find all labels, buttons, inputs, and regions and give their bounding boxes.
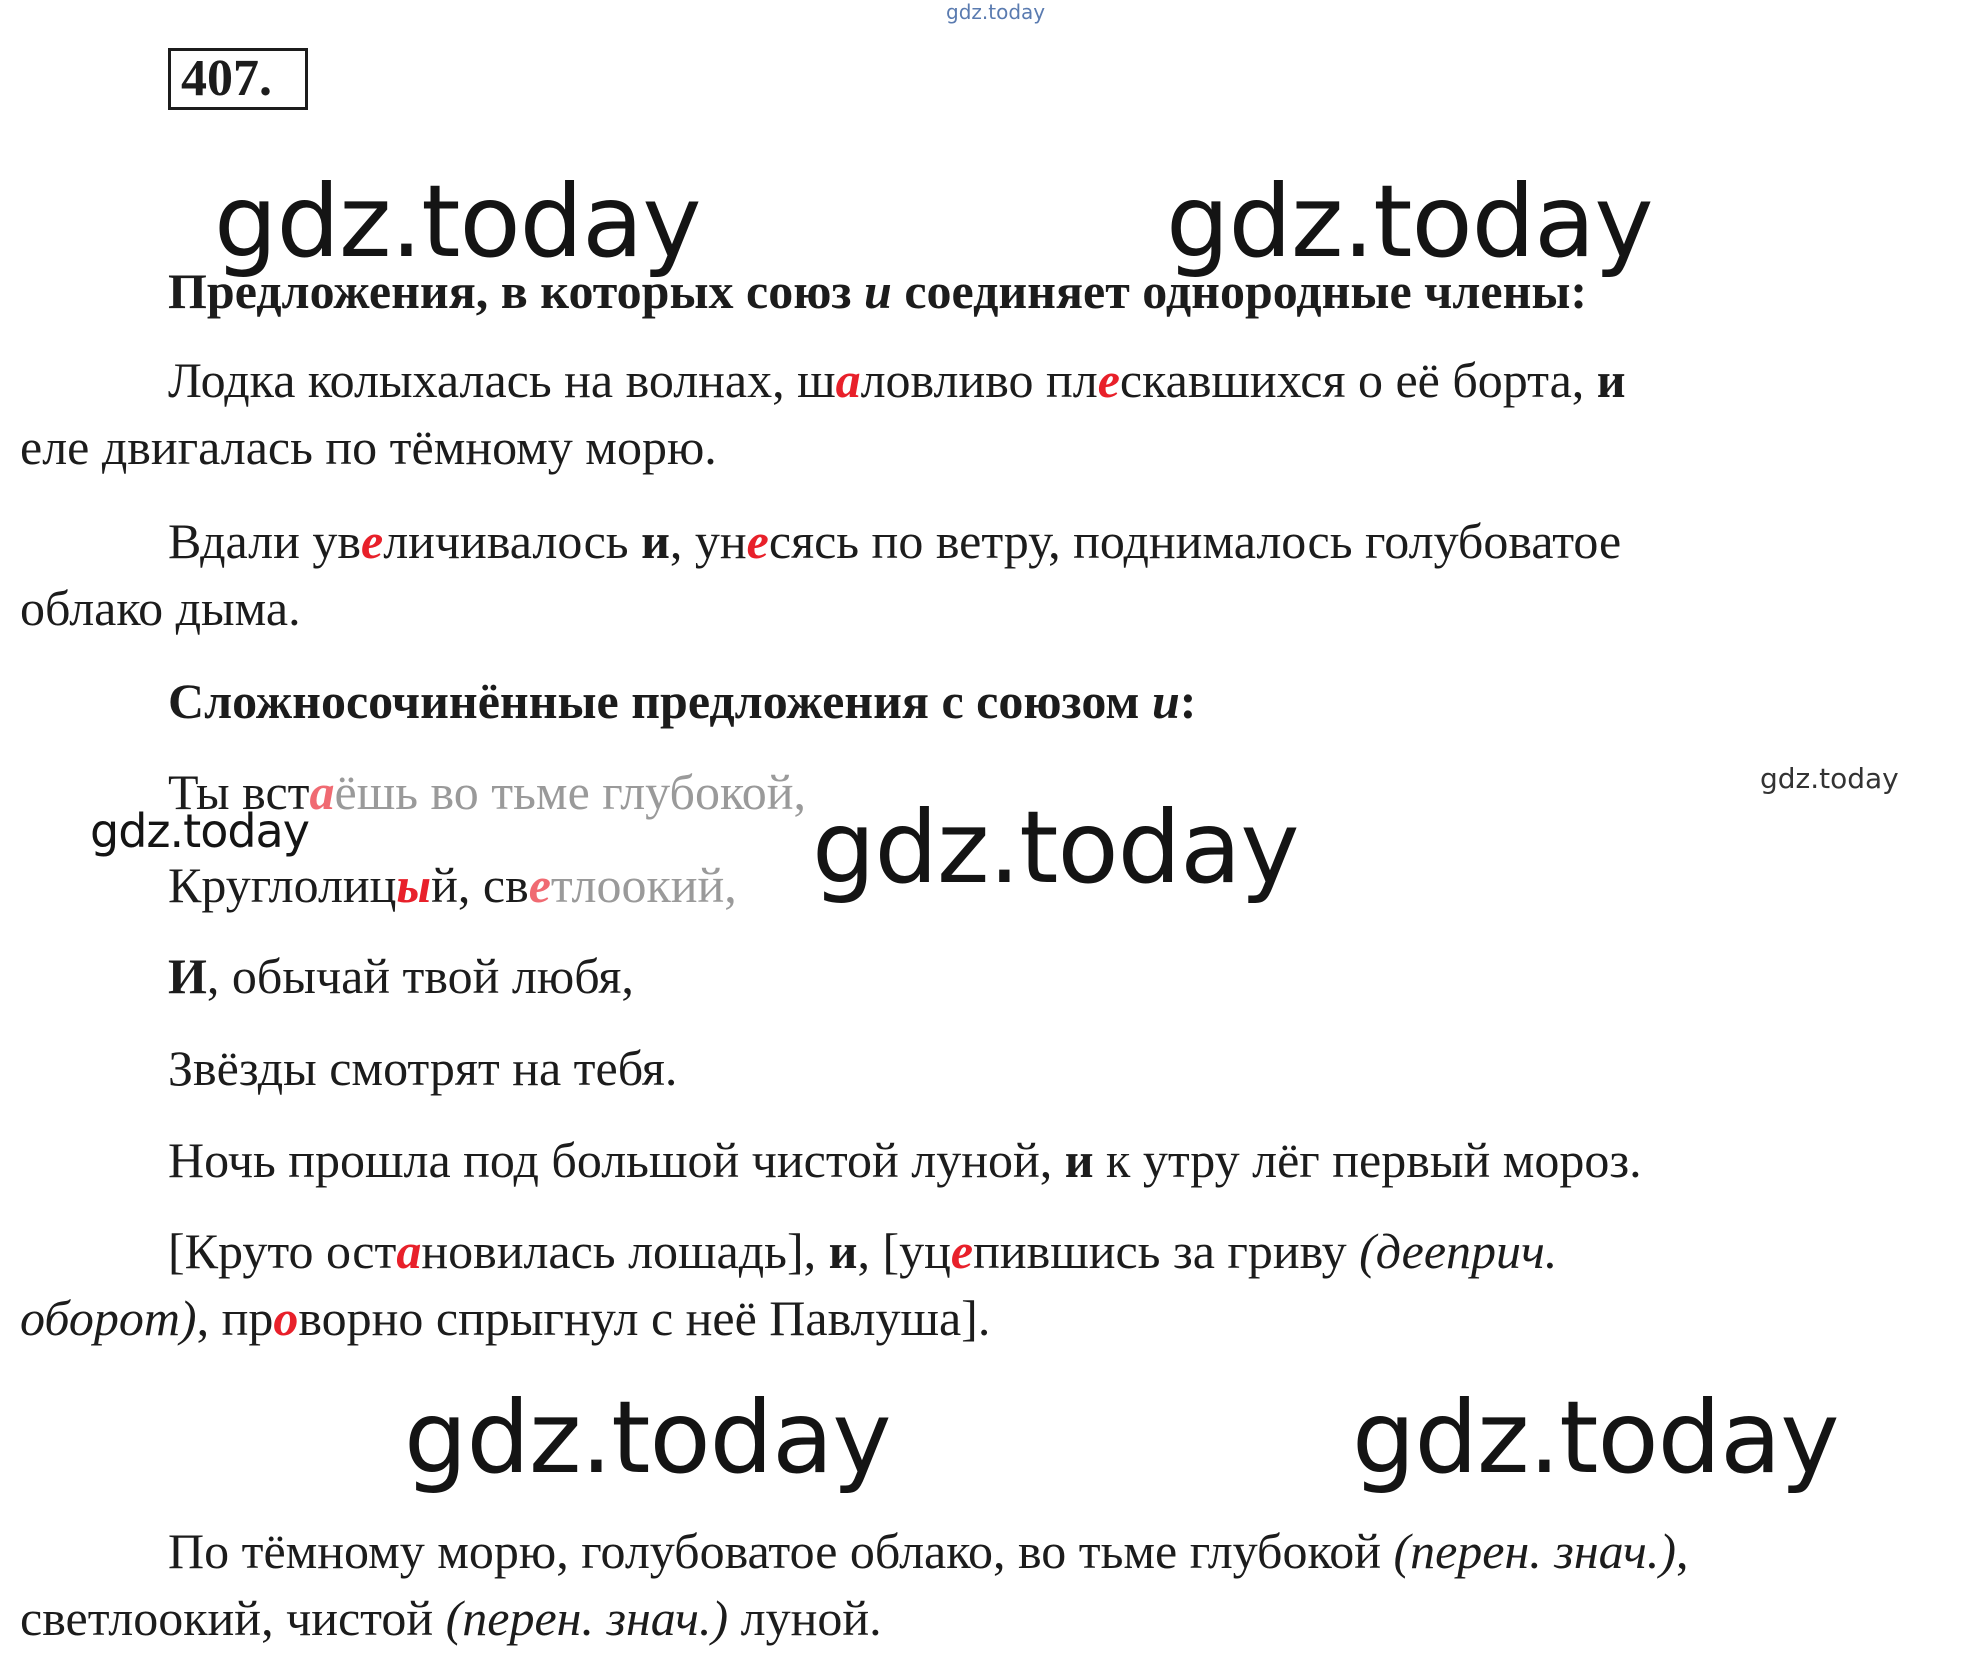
- annotation: оборот): [20, 1290, 197, 1346]
- watermark-top: gdz.today: [946, 0, 1046, 24]
- poem-line-1: [168, 759, 806, 825]
- annotation: (перен. знач.): [1393, 1523, 1676, 1579]
- text: личивалось: [383, 513, 642, 569]
- text: й, св: [431, 857, 529, 913]
- text: Ночь прошла под большой чистой луной,: [168, 1132, 1065, 1188]
- heading-text: :: [1179, 673, 1197, 729]
- heading-text: соединяет однородные члены:: [891, 263, 1588, 319]
- text: , [уц: [857, 1223, 951, 1279]
- poem-line-4: Звёзды смотрят на тебя.: [168, 1040, 678, 1096]
- sentence-1-line-1: [168, 347, 1626, 413]
- text: ,: [1675, 1523, 1689, 1579]
- watermark: gdz.today: [1352, 1379, 1839, 1496]
- annotation: (дееприч.: [1359, 1223, 1558, 1279]
- sentence-4-line-1: [168, 1218, 1557, 1284]
- text: [Круто ост: [168, 1223, 397, 1279]
- highlighted-letter: ы: [396, 857, 432, 913]
- text: тлоокий,: [550, 857, 737, 913]
- text: , ун: [669, 513, 747, 569]
- heading-text: Сложносочинённые предложения с союзом: [168, 673, 1152, 729]
- heading-conjunction: и: [1151, 673, 1180, 729]
- text: Круглолиц: [168, 857, 397, 913]
- text: Лодка колыхалась на волнах, ш: [168, 352, 836, 408]
- heading-text: Предложения, в которых союз: [168, 263, 865, 319]
- section-heading-homogeneous: [168, 258, 1587, 324]
- text: , пр: [196, 1290, 274, 1346]
- sentence-2-line-2: облако дыма.: [20, 580, 301, 636]
- highlighted-letter: а: [309, 764, 335, 820]
- annotation: (перен. знач.): [445, 1590, 729, 1646]
- highlighted-letter: о: [273, 1290, 299, 1346]
- conjunction: и: [828, 1223, 858, 1279]
- task-number: 407.: [168, 48, 308, 110]
- text: пившись за гриву: [973, 1223, 1360, 1279]
- poem-line-3: [168, 943, 634, 1009]
- sentence-2-line-1: [168, 508, 1621, 574]
- watermark: gdz.today: [214, 163, 701, 280]
- text: , обычай твой любя,: [206, 948, 634, 1004]
- conjunction: и: [1064, 1132, 1094, 1188]
- text: ловливо пл: [860, 352, 1098, 408]
- text: к утру лёг первый мороз.: [1093, 1132, 1642, 1188]
- text: По тёмному морю, голубоватое облако, во тьме глубокой: [168, 1523, 1394, 1579]
- watermark: gdz.today: [812, 789, 1299, 906]
- watermark-small: gdz.today: [1760, 762, 1899, 795]
- text: ёшь во тьме глубокой,: [334, 764, 806, 820]
- sentence-1-line-2: еле двигалась по тёмному морю.: [20, 419, 717, 475]
- sentence-4-line-2: [20, 1285, 990, 1351]
- text: новилась лошадь],: [421, 1223, 829, 1279]
- sentence-5-line-1: [168, 1518, 1688, 1584]
- conjunction: И: [168, 948, 207, 1004]
- highlighted-letter: е: [1097, 352, 1120, 408]
- text: Вдали ув: [168, 513, 361, 569]
- highlighted-letter: е: [361, 513, 384, 569]
- sentence-5-line-2: [20, 1585, 882, 1651]
- sentence-3: [168, 1127, 1642, 1193]
- text: светлоокий, чистой: [20, 1590, 446, 1646]
- heading-conjunction: и: [864, 263, 892, 319]
- text: сясь по ветру, поднималось голубоватое: [768, 513, 1622, 569]
- watermark-medium: gdz.today: [90, 804, 309, 858]
- text: скавшихся о её борта,: [1119, 352, 1597, 408]
- highlighted-letter: а: [396, 1223, 422, 1279]
- poem-line-2: [168, 852, 737, 918]
- highlighted-letter: е: [528, 857, 551, 913]
- conjunction: и: [641, 513, 670, 569]
- section-heading-compound: [168, 668, 1196, 734]
- highlighted-letter: а: [835, 352, 861, 408]
- text: луной.: [728, 1590, 882, 1646]
- conjunction: и: [1596, 352, 1626, 408]
- highlighted-letter: е: [746, 513, 769, 569]
- watermark: gdz.today: [404, 1379, 891, 1496]
- text: Ты вст: [168, 764, 310, 820]
- highlighted-letter: е: [950, 1223, 974, 1279]
- watermark: gdz.today: [1166, 163, 1653, 280]
- text: ворно спрыгнул с неё Павлуша].: [298, 1290, 991, 1346]
